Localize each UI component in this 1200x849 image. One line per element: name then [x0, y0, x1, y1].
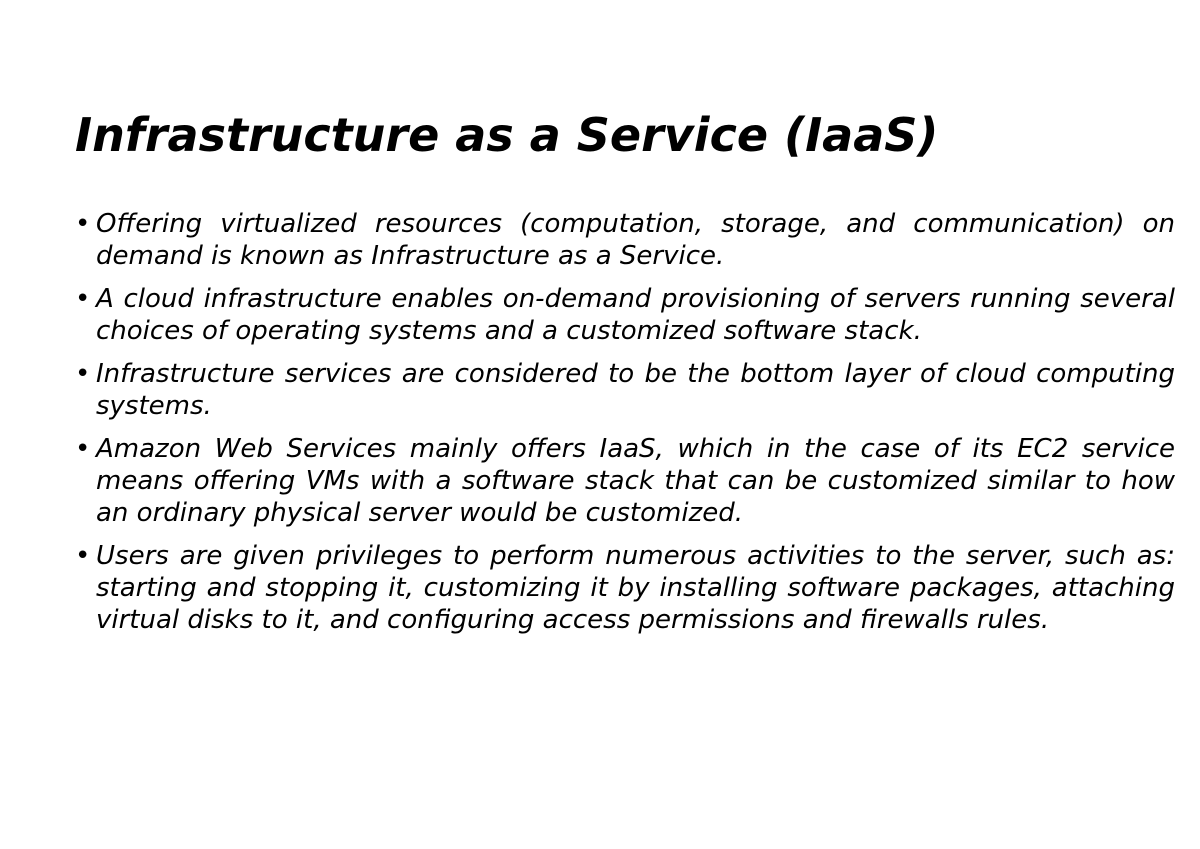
bullet-list — [75, 208, 1175, 647]
bullet-item — [75, 208, 1175, 272]
bullet-text: Offering virtualized resources (computation, storage, and communication) on demand is known as Infrastructure as a Service. — [96, 209, 1175, 271]
bullet-icon: • — [75, 434, 91, 464]
bullet-item — [75, 358, 1175, 422]
bullet-text: Users are given privileges to perform numerous activities to the server, such as: starting and stopping it, customizing it by installing software packages, attaching virtual disks to it, and configuring access permissions and firewalls rules. — [96, 541, 1175, 635]
bullet-item — [75, 283, 1175, 347]
slide-title: Infrastructure as a Service (IaaS) — [75, 108, 939, 162]
bullet-text: A cloud infrastructure enables on-demand provisioning of servers running several choices of operating systems and a customized software stack. — [96, 284, 1175, 346]
bullet-item — [75, 540, 1175, 636]
bullet-icon: • — [75, 359, 91, 389]
bullet-icon: • — [75, 541, 91, 571]
bullet-icon: • — [75, 284, 91, 314]
bullet-text: Infrastructure services are considered to be the bottom layer of cloud computing systems. — [96, 359, 1175, 421]
bullet-text: Amazon Web Services mainly offers IaaS, which in the case of its EC2 service means offering VMs with a software stack that can be customized similar to how an ordinary physical server would be customized. — [96, 434, 1175, 528]
bullet-icon: • — [75, 209, 91, 239]
bullet-item — [75, 433, 1175, 529]
